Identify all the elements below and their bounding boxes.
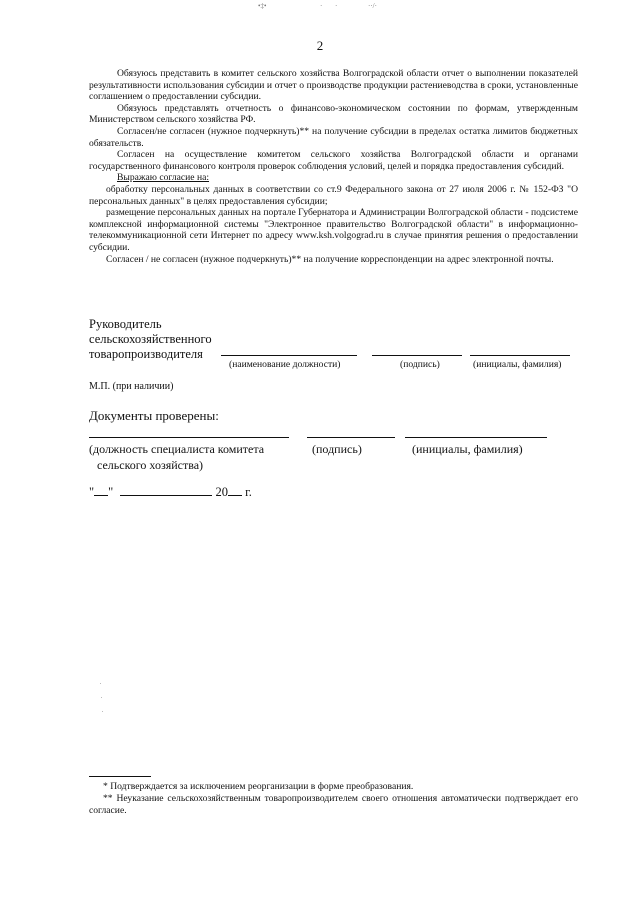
obligation-report-paragraph: Обязуюсь представить в комитет сельского хозяйства Волгоградской области отчет о выполнении показателей результативности использования субсидии и отчет о производстве продукции растениеводства в сроки, установленные соглашением о предоставлении субсидии. bbox=[89, 68, 578, 103]
scan-dot bbox=[101, 697, 102, 698]
agreement-heading: Выражаю согласие на: bbox=[117, 172, 210, 184]
name-caption: (инициалы, фамилия) bbox=[473, 359, 562, 370]
agreement-item-personal-data: обработку персональных данных в соответствии со ст.9 Федерального закона от 27 июля 2006 г. № 152-ФЗ "О персональных данных" в целях предоставления субсидии; bbox=[89, 183, 578, 207]
scan-dot bbox=[102, 711, 103, 712]
specialist-name-line bbox=[405, 437, 547, 438]
date-line: " " 20 г. bbox=[89, 485, 252, 499]
footnote-separator bbox=[89, 776, 151, 777]
body-text bbox=[89, 68, 578, 265]
specialist-name-caption: (инициалы, фамилия) bbox=[412, 442, 523, 456]
year-blank bbox=[228, 483, 242, 496]
scan-dot bbox=[100, 683, 101, 684]
consent-inspection-paragraph: Согласен на осуществление комитетом сельского хозяйства Волгоградской области и органами государственного финансового контроля проверок соблюдения условий, целей и порядка предоставления субсидий. bbox=[89, 149, 578, 172]
scan-speck: •‡• bbox=[258, 2, 267, 10]
documents-checked-title: Документы проверены: bbox=[89, 408, 219, 423]
footnote-1: * Подтверждается за исключением реорганизации в форме преобразования. bbox=[103, 781, 414, 792]
scan-speck: ··/· bbox=[368, 2, 377, 10]
scan-speck: · bbox=[335, 2, 338, 10]
head-signature-label: Руководитель сельскохозяйственного товаропроизводителя bbox=[89, 317, 212, 361]
specialist-position-line bbox=[89, 437, 289, 438]
footnote-2: ** Неуказание сельскохозяйственным товаропроизводителем своего отношения автоматически подтверждает его согласие. bbox=[89, 793, 578, 816]
day-blank bbox=[94, 483, 108, 496]
page-number: 2 bbox=[316, 38, 324, 53]
signature-caption: (подпись) bbox=[400, 359, 440, 370]
name-line bbox=[470, 355, 570, 356]
consent-limits-paragraph: Согласен/не согласен (нужное подчеркнуть)** на получение субсидии в пределах остатка лимитов бюджетных обязательств. bbox=[89, 125, 578, 149]
footnotes bbox=[89, 781, 578, 817]
specialist-signature-caption: (подпись) bbox=[312, 442, 362, 456]
stamp-place-label: М.П. (при наличии) bbox=[89, 381, 174, 392]
consent-email-paragraph: Согласен / не согласен (нужное подчеркнуть)** на получение корреспонденции на адрес электронной почты. bbox=[106, 253, 554, 265]
scan-speck: · bbox=[320, 2, 323, 10]
agreement-item-portal: размещение персональных данных на портале Губернатора и Администрации Волгоградской области - подсистеме комплексной информационной системы "Электронное правительство Волгоградской области" в информационно-телекоммуникационной сети Интернет по адресу www.ksh.volgograd.ru в случае принятия решения о предоставлении субсидии. bbox=[89, 207, 578, 253]
scan-specks bbox=[0, 2, 640, 12]
specialist-signature-line bbox=[307, 437, 395, 438]
month-blank bbox=[120, 483, 212, 496]
position-caption: (наименование должности) bbox=[229, 359, 341, 370]
signature-line bbox=[372, 355, 462, 356]
position-line bbox=[221, 355, 357, 356]
specialist-position-caption: (должность специалиста комитета сельского хозяйства) bbox=[89, 442, 265, 472]
obligation-reporting-paragraph: Обязуюсь представлять отчетность о финансово-экономическом состоянии по формам, утвержденным Министерством сельского хозяйства РФ. bbox=[89, 102, 578, 126]
